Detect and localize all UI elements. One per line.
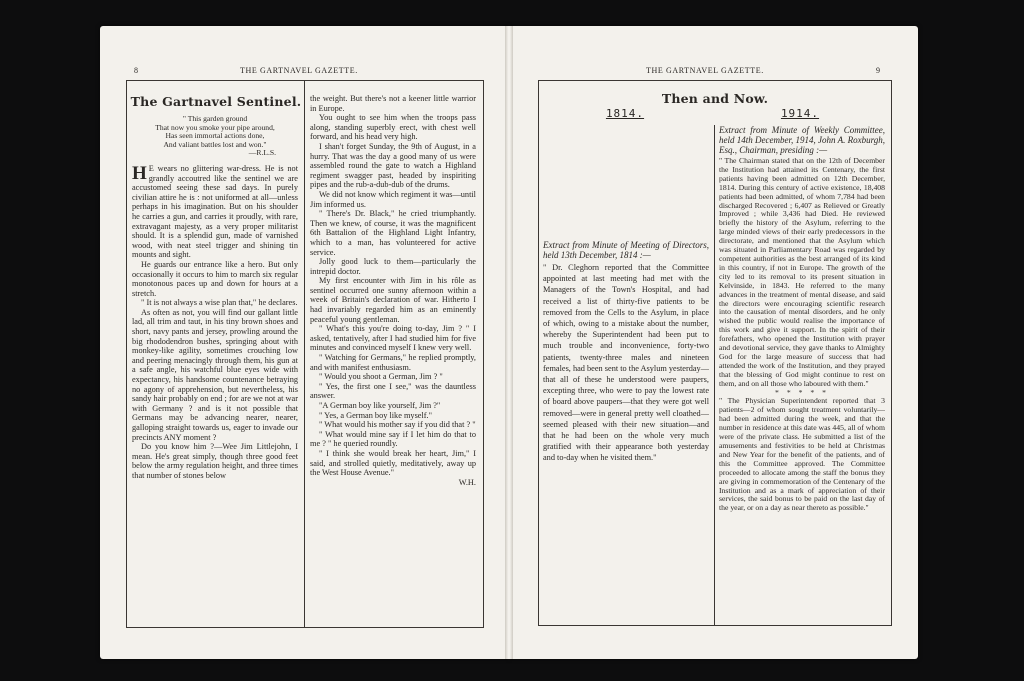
year-1814: 1814. [605,107,645,120]
paragraph: As often as not, you will find our gallant little lad, all trim and taut, in his tiny brown shoes and short, navy pants and jersey, prowling around the big rhododendron bushes, springing about with monkey-like agility, sometimes crouching low and peering menacingly through them, his gun at a safe angle, his watchful blue eyes wide with expectancy, his handsome countenance betraying no agony of apprehension, but nevertheless, his sandy hair probably on end ; for are we not at war with Germany ? and is it not possible that Germans may be advancing nearer, nearer, galloping straight towards us, eager to invade our precincts ANY moment ? [132,307,298,442]
paragraph: You ought to see him when the troops pass along, standing superbly erect, with chest well forward, and his head very high. [310,113,476,142]
book-gutter [505,26,513,659]
left-page-number: 8 [134,66,139,75]
sentinel-title: The Gartnavel Sentinel. [130,94,302,109]
paragraph: " I think she would break her heart, Jim," I said, and strolled quietly, meditatively, away up the West House Avenue." [310,448,476,478]
epigraph-attribution: —R.L.S. [248,148,276,158]
minute-1914-column [719,125,885,621]
separator: * * * * * [775,387,829,397]
paragraph: " Would you shoot a German, Jim ? " [319,372,443,382]
minute-1814-body: " Dr. Cleghorn reported that the Committee appointed at last meeting had met with the Managers of the Town's Hospital, and had received a list of thirty-five patients to be removed from the Cells to the Asylum, in place of which, owing to a mistake about the number, whereby the Superintendent had been put to much trouble and inconvenience, forty-two patients, twenty-three males and nineteen females, had been sent to the Asylum yesterday—that all of these he understood were paupers, excepting three, who were to pay the lowest rate of board above paupers—that they were got well removed—were in general pretty well cloathed—seemed pleased with their new situation—and that he had been on the whole very much gratified with their appearance both yesterday and to-day when he visited them." [543,263,709,463]
paragraph: I shan't forget Sunday, the 9th of August, in a hurry. That was the day a good many of us were assembled round the gate to watch a Highland regiment swagger past, headed by inspiriting pipes and the rub-a-dub-dub of the drums. [310,141,476,190]
sentinel-column-2 [310,94,476,621]
paragraph [132,164,298,260]
left-running-head: THE GARTNAVEL GAZETTE. [240,66,358,75]
paragraph: We did not know which regiment it was—until Jim informed us. [310,189,476,209]
paragraph: " It is not always a wise plan that," he declares. [141,298,298,308]
paragraph: My first encounter with Jim in his rôle as sentinel occurred one sunny afternoon within a week of Britain's declaration of war. Hitherto I had invariably regarded him as an eminently peaceful young gentleman. [310,276,476,324]
paragraph: "A German boy like yourself, Jim ?" [319,401,441,410]
paragraph: Jolly good luck to them—particularly the intrepid doctor. [310,257,476,276]
minute-1814-column [543,240,709,510]
minute-1914-body-2: " The Physician Superintendent reported that 3 patients—2 of whom sought treatment voluntarily—had been admitted during the week, and that the number in residence at this date was 445, all of whom were of the private class. He submitted a list of the amusements and festivities to be held at Christmas and New Year for the benefit of the patients, and of this the Committee approved. The Committee proceeded to allocate among the staff the bonus they are giving in commemoration of the Centenary of the Institution and as a mark of appreciation of their services, the said bonus to be paid on the last day of the year, or on a day as near thereto as possible." [719,396,885,513]
epigraph-line: " This garden ground [182,114,248,123]
sentinel-column-1 [132,113,298,621]
paragraph: He guards our entrance like a hero. But only occasionally it occurs to him to march six regular monotonous paces up and down for hours at a stretch. [132,259,298,298]
left-column-rule [304,80,305,627]
right-column-rule [714,125,715,625]
minute-1814-heading: Extract from Minute of Meeting of Directors, held 13th December, 1814 :— [543,240,709,260]
epigraph [132,115,298,158]
drop-cap: H [132,162,147,184]
paragraph: " Yes, a German boy like myself." [319,410,433,420]
paragraph: " What's this you're doing to-day, Jim ? " I asked, tentatively, after I had studied him for five minutes and convinced myself I knew very well. [310,324,476,353]
paragraph: " What would his mother say if you did that ? " [319,420,476,430]
then-and-now-title: Then and Now. [661,91,769,106]
paragraph: Do you know him ?—Wee Jim Littlejohn, I mean. He's great simply, though three good feet below the army regulation height, and three times that number of stones below [132,442,298,480]
paragraph-text: E wears no glittering war-dress. He is not grandly accoutred like the sentinel we are accustomed seeing these sad days. In purely civilian attire he is : not uniformed at all—unless perhaps in his imagination. But on his shoulder he carries a gun, and carries it proudly, with rare, extravagant majesty, as a very proper militarist should. It is a splendid gun, made of varnished wood, with neat steel trigger and shining tin mounts and sight. [132,163,298,260]
minute-1914-heading: Extract from Minute of Weekly Committee, held 14th December, 1914, John A. Roxburgh, Esq., Chairman, presiding :— [719,125,885,155]
paragraph: the weight. But there's not a keener little warrior in Europe. [310,94,476,113]
paragraph: " There's Dr. Black," he cried triumphantly. Then we knew, of course, it was the magnificent 6th Battalion of the Highland Light Infantry, which to a man, has volunteered for active service. [310,209,476,257]
signature: W.H. [458,477,476,487]
right-page-number: 9 [876,66,881,75]
epigraph-line: Has seen immortal actions done, [165,131,265,141]
paragraph: " Yes, the first one I see," was the dauntless answer. [310,381,476,401]
paragraph: " Watching for Germans," he replied promptly, and with manifest enthusiasm. [310,353,476,372]
epigraph-line: And valiant battles lost and won." [163,139,267,149]
paragraph: " What would mine say if I let him do that to me ? " he queried roundly. [310,429,476,449]
epigraph-line: That now you smoke your pipe around, [155,122,275,132]
right-running-head: THE GARTNAVEL GAZETTE. [646,66,764,75]
year-1914: 1914. [780,107,820,120]
minute-1914-body-1: " The Chairman stated that on the 12th of December the Institution had attained its Centenary, the first patients having been admitted on 12th December, 1814. During this century of active existence, 18,408 patients had been admitted, of whom 7,784 had been discharged Recovered ; 6,407 as Relieved or Greatly Improved ; while 3,436 had Died. He reviewed briefly the history of the Asylum, referring to the large minded views of their early predecessors in the directorate, and mentioned that the Asylum which was situated in Parliamentary Road was regarded by competent authorities as the best arranged of its kind in this country, if not in Europe. The growth of the city led to its removal to its present situation in Kelvinside, in 1843. He referred to the many advances in the treatment of mental disease, and said the directors were encouraging scientific research into the causation of mental disorders, and he only wished the public would realise the importance of this work and give it support. In the spirit of their forefathers, who opened the Institution with prayer and devotional service, they gave thanks to Almighty God for the large measure of success that had attended the work of the Institution, and they prayed that the blessing of God might continue to rest on them, and on all those who laboured with them." [719,156,885,388]
